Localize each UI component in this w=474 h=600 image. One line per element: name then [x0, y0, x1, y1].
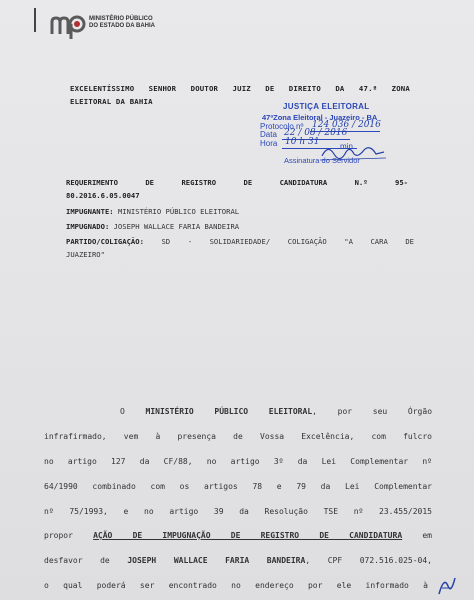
addressee-line2: ELEITORAL DA BAHIA [70, 97, 153, 106]
body-line-8: o qual poderá ser encontrado no endereço por ele informado à [44, 581, 428, 590]
body-line-7 [44, 556, 432, 565]
case-request-line1: REQUERIMENTO DE REGISTRO DE CANDIDATURA N.º 95- [66, 178, 408, 187]
logo-text [89, 16, 155, 30]
partido-value-cont: JUAZEIRO" [66, 250, 105, 259]
stamp-protocol-value: 124 036 / 2016 [312, 120, 381, 130]
initials-icon [436, 572, 458, 598]
org-name-line1: MINISTÉRIO PÚBLICO [89, 16, 153, 22]
stamp-protocol-label: Protocolo nº [260, 122, 304, 131]
impugnante-row [66, 207, 239, 216]
body-l1-bold: MINISTÉRIO PÚBLICO ELEITORAL [145, 407, 313, 416]
stamp-title: JUSTIÇA ELEITORAL [283, 102, 370, 111]
body-line-4: 64/1990 combinado com os artigos 78 e 79 da Lei Complementar [44, 482, 432, 491]
case-request-line2: 80.2016.6.05.0047 [66, 191, 140, 200]
partido-row [66, 237, 414, 246]
body-l6-post: em [422, 531, 432, 540]
body-l1-post: , por seu Órgão [312, 407, 433, 416]
logo-divider [34, 8, 36, 32]
partido-label: PARTIDO/COLIGAÇÃO: [66, 237, 144, 246]
impugnado-value: JOSEPH WALLACE FARIA BANDEIRA [113, 222, 240, 231]
body-l7-pre: desfavor de [44, 556, 110, 565]
addressee-line1: EXCELENTÍSSIMO SENHOR DOUTOR JUIZ DE DIREITO DA 47.ª ZONA [70, 84, 410, 93]
org-name-line2: DO ESTADO DA BAHIA [89, 23, 155, 29]
impugnante-value: MINISTÉRIO PÚBLICO ELEITORAL [117, 207, 240, 216]
body-line-6 [44, 531, 432, 540]
stamp-subtitle: 47ªZona Eleitoral - Juazeiro - BA [262, 113, 378, 122]
body-l1-pre: O [120, 407, 125, 416]
impugnado-label: IMPUGNADO: [66, 222, 110, 231]
stamp-signature-label: Assinatura do Servidor [284, 156, 360, 165]
body-line-5: nº 75/1993, e no artigo 39 da Resolução TSE nº 23.455/2015 [44, 507, 432, 516]
stamp-time-label: Hora [260, 139, 278, 148]
body-line-1 [120, 407, 432, 416]
mp-logo-icon [50, 12, 86, 40]
body-line-2: infrafirmado, vem à presença de Vossa Excelência, com fulcro [44, 432, 432, 441]
stamp-date-label: Data [260, 130, 277, 139]
stamp-date-value: 22 / 08 / 2016 [284, 128, 348, 138]
stamp-time-unit: min [340, 142, 353, 151]
body-l7-bold: JOSEPH WALLACE FARIA BANDEIRA [127, 556, 306, 565]
impugnante-label: IMPUGNANTE: [66, 207, 114, 216]
body-l6-pre: propor [44, 531, 73, 540]
body-l7-post: , CPF 072.516.025-04, [305, 556, 432, 565]
body-line-3: no artigo 127 da CF/88, no artigo 3º da Lei Complementar nº [44, 457, 432, 466]
body-l6-bold: AÇÃO DE IMPUGNAÇÃO DE REGISTRO DE CANDIDATURA [93, 531, 403, 540]
stamp-time-value: 10 h 31 [285, 137, 320, 147]
partido-value: SD - SOLIDARIEDADE/ COLIGAÇÃO "A CARA DE [161, 237, 415, 246]
impugnado-row [66, 222, 239, 231]
